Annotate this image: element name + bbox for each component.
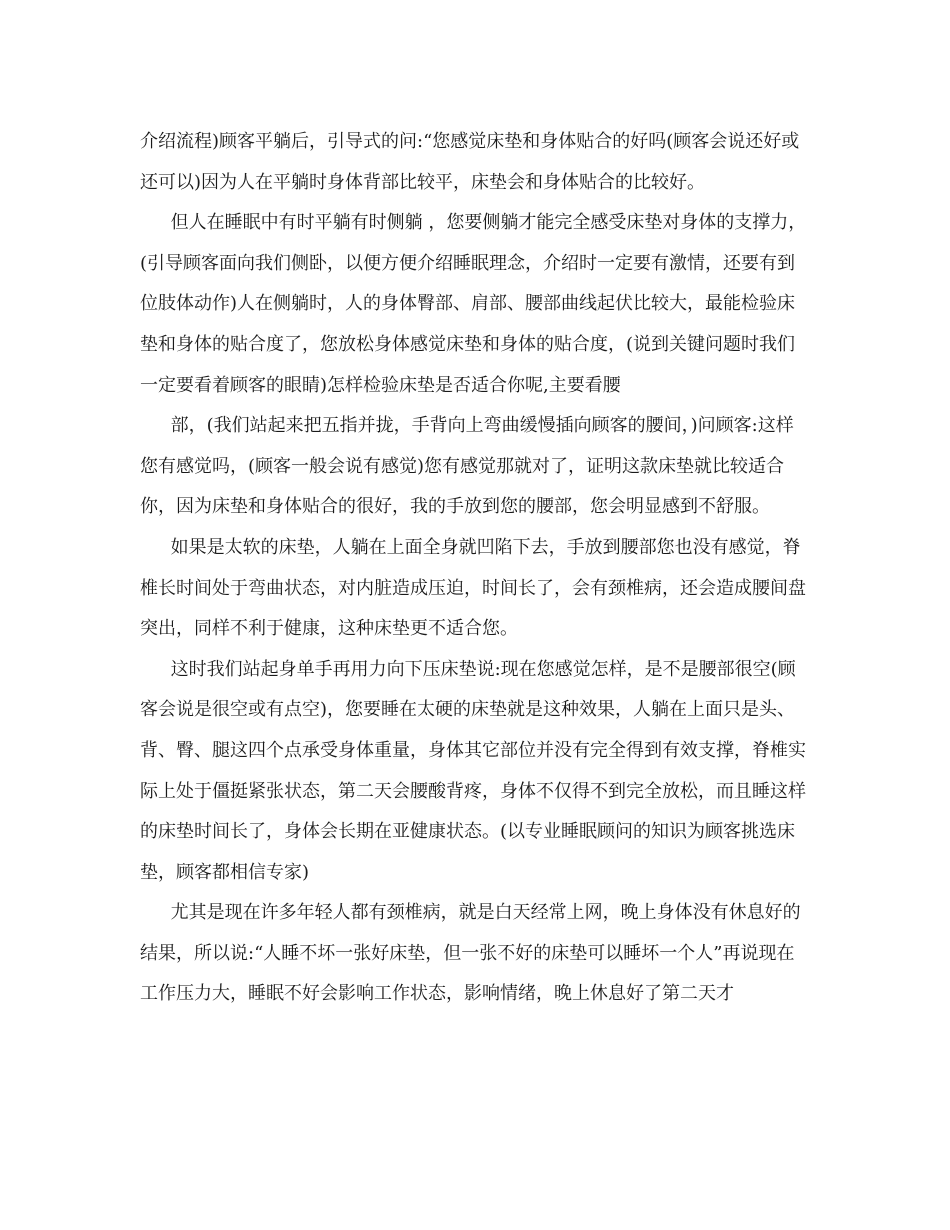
paragraph-1: 介绍流程)顾客平躺后，引导式的问:“您感觉床垫和身体贴合的好吗(顾客会说还好或还可以)因为人在平躺时身体背部比较平，床垫会和身体贴合的比较好。	[140, 131, 800, 193]
paragraph-4: 如果是太软的床垫，人躺在上面全身就凹陷下去，手放到腰部您也没有感觉，脊椎长时间处于弯曲状态，对内脏造成压迫，时间长了，会有颈椎病，还会造成腰间盘突出，同样不利于健康，这种床垫更不适合您。	[140, 536, 806, 640]
paragraph-3: 部，(我们站起来把五指并拢，手背向上弯曲缓慢插向顾客的腰间，)问顾客:这样您有感觉吗，(顾客一般会说有感觉)您有感觉那就对了，证明这款床垫就比较适合你，因为床垫和身体贴合的很好，我的手放到您的腰部，您会明显感到不舒服。	[140, 415, 794, 518]
paragraph-2: 但人在睡眠中有时平躺有时侧躺 ，您要侧躺才能完全感受床垫对身体的支撑力，(引导顾客面向我们侧卧，以便方便介绍睡眠理念，介绍时一定要有激情，还要有到位肢体动作)人在侧躺时，人的身体臀部、肩部、腰部曲线起伏比较大，最能检验床垫和身体的贴合度了，您放松身体感觉床垫和身体的贴合度，(说到关键问题时我们一定要看着顾客的眼睛)怎样检验床垫是否适合你呢,主要看腰	[140, 212, 807, 396]
paragraph-5: 这时我们站起身单手再用力向下压床垫说:现在您感觉怎样，是不是腰部很空(顾客会说是很空或有点空)，您要睡在太硬的床垫就是这种效果，人躺在上面只是头、背、臀、腿这四个点承受身体重量，身体其它部位并没有完全得到有效支撑，脊椎实际上处于僵挺紧张状态，第二天会腰酸背疼，身体不仅得不到完全放松，而且睡这样的床垫时间长了，身体会长期在亚健康状态。(以专业睡眠顾问的知识为顾客挑选床垫，顾客都相信专家)	[140, 658, 806, 883]
document-body	[140, 122, 810, 1015]
paragraph-6: 尤其是现在许多年轻人都有颈椎病，就是白天经常上网，晚上身体没有休息好的结果，所以说:“人睡不坏一张好床垫，但一张不好的床垫可以睡坏一个人”再说现在工作压力大，睡眠不好会影响工作状态，影响情绪，晚上休息好了第二天才	[140, 902, 801, 1005]
